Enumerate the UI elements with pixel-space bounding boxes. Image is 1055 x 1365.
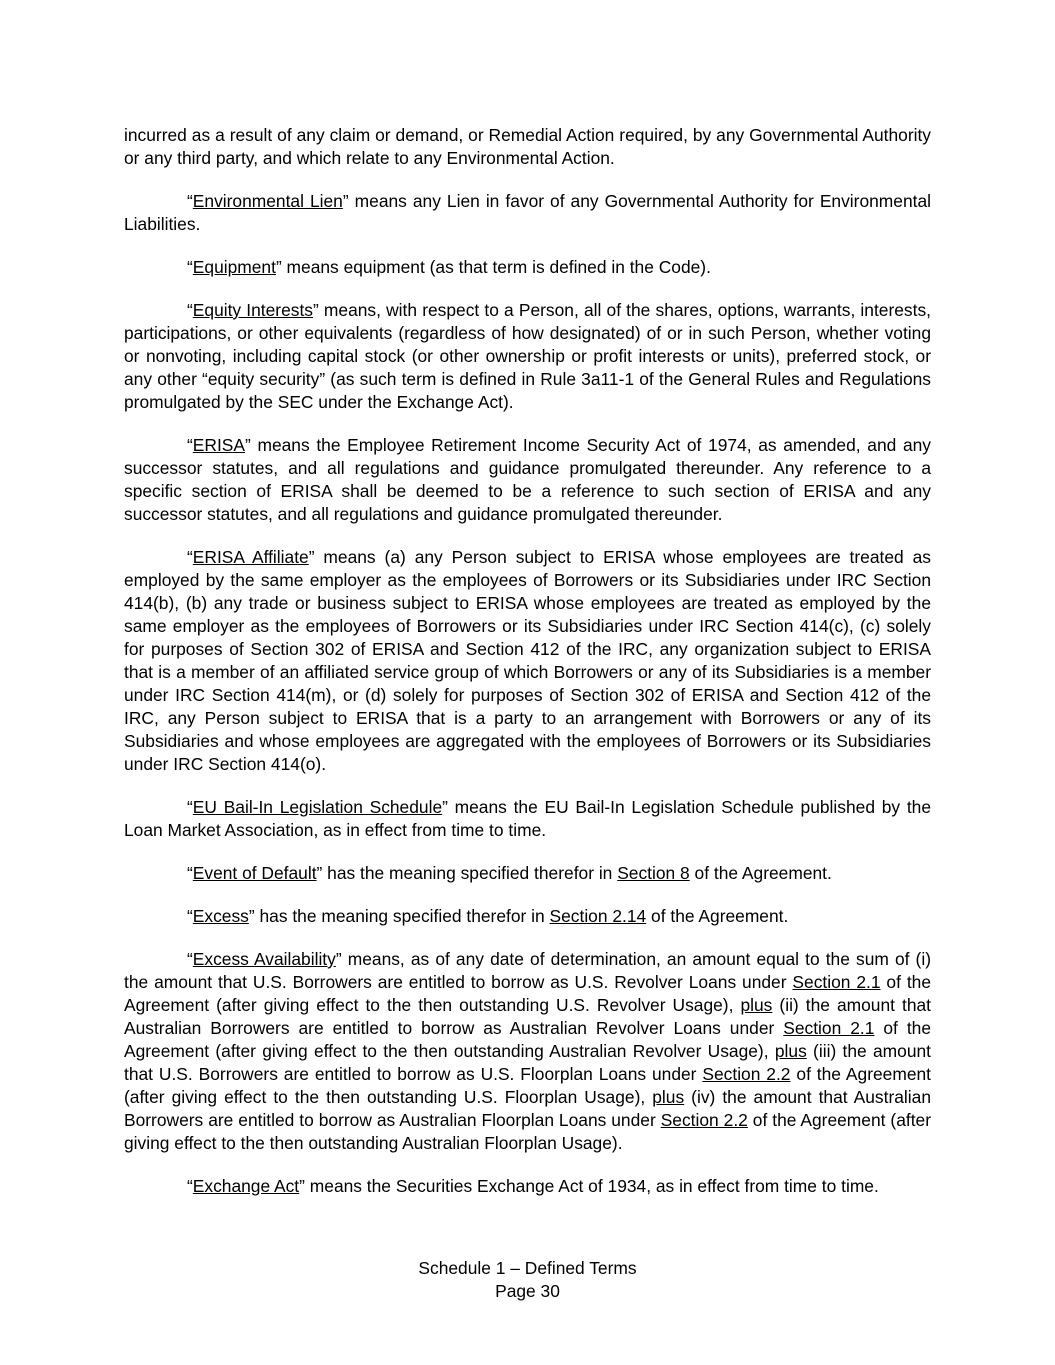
defined-term: Excess bbox=[192, 906, 249, 926]
definition-exchange-act: “Exchange Act” means the Securities Exchange Act of 1934, as in effect from time to time. bbox=[187, 1176, 879, 1196]
definition-excess: “Excess” has the meaning specified therefor in Section 2.14 of the Agreement. bbox=[187, 906, 789, 926]
definition-equipment: “Equipment” means equipment (as that term is defined in the Code). bbox=[187, 257, 711, 277]
section-reference: Section 2.14 bbox=[549, 906, 647, 926]
defined-term: EU Bail-In Legislation Schedule bbox=[192, 797, 443, 817]
page-number: Page 30 bbox=[495, 1281, 560, 1301]
definition-excess-availability: “Excess Availability” means, as of any date of determination, an amount equal to the sum of (i) the amount that U.S. Borrowers are entitled to borrow as U.S. Revolver Loans under Section 2.1 of the Agreement (after giving effect to the then outstanding U.S. Revolver Usage), plus (ii) the amount that Australian Borrowers are entitled to borrow as Australian Revolver Loans under Section 2.1 of the Agreement (after giving effect to the then outstanding Australian Revolver Usage), plus (iii) the amount that U.S. Borrowers are entitled to borrow as U.S. Floorplan Loans under Section 2.2 of the Agreement (after giving effect to the then outstanding U.S. Floorplan Usage), plus (iv) the amount that Australian Borrowers are entitled to borrow as Australian Floorplan Loans under Section 2.2 of the Agreement (after giving effect to the then outstanding Australian Floorplan Usage). bbox=[124, 949, 932, 1153]
page-footer bbox=[0, 1257, 1055, 1303]
section-reference: Section 2.1 bbox=[792, 972, 881, 992]
plus-term: plus bbox=[652, 1087, 685, 1107]
document-body bbox=[124, 124, 931, 1218]
schedule-label: Schedule 1 – Defined Terms bbox=[418, 1258, 637, 1278]
definition-environmental-lien: “Environmental Lien” means any Lien in favor of any Governmental Authority for Environmental Liabilities. bbox=[124, 191, 931, 234]
section-reference: Section 2.1 bbox=[783, 1018, 875, 1038]
definition-equity-interests: “Equity Interests” means, with respect to a Person, all of the shares, options, warrants, interests, participations, or other equivalents (regardless of how designated) of or in such Person, whether voting or nonvoting, including capital stock (or other ownership or profit interests or units), preferred stock, or any other “equity security” (as such term is defined in Rule 3a11-1 of the General Rules and Regulations promulgated by the SEC under the Exchange Act). bbox=[124, 300, 931, 412]
defined-term: Event of Default bbox=[192, 863, 317, 883]
section-reference: Section 8 bbox=[617, 863, 690, 883]
plus-term: plus bbox=[740, 995, 773, 1015]
defined-term: Equipment bbox=[192, 257, 276, 277]
defined-term: Equity Interests bbox=[192, 300, 313, 320]
defined-term: Excess Availability bbox=[192, 949, 336, 969]
defined-term: ERISA bbox=[192, 435, 245, 455]
defined-term: Environmental Lien bbox=[192, 191, 343, 211]
definition-environmental-liabilities-continued: incurred as a result of any claim or demand, or Remedial Action required, by any Governmental Authority or any third party, and which relate to any Environmental Action. bbox=[124, 125, 931, 168]
section-reference: Section 2.2 bbox=[702, 1064, 791, 1084]
definition-eu-bail-in-legislation-schedule: “EU Bail-In Legislation Schedule” means the EU Bail-In Legislation Schedule published by the Loan Market Association, as in effect from time to time. bbox=[124, 797, 931, 840]
plus-term: plus bbox=[774, 1041, 807, 1061]
definition-erisa-affiliate: “ERISA Affiliate” means (a) any Person subject to ERISA whose employees are treated as employed by the same employer as the employees of Borrowers or its Subsidiaries under IRC Section 414(b), (b) any trade or business subject to ERISA whose employees are treated as employed by the same employer as the employees of Borrowers or its Subsidiaries under IRC Section 414(c), (c) solely for purposes of Section 302 of ERISA and Section 412 of the IRC, any organization subject to ERISA that is a member of an affiliated service group of which Borrowers or any of its Subsidiaries is a member under IRC Section 414(m), or (d) solely for purposes of Section 302 of ERISA and Section 412 of the IRC, any Person subject to ERISA that is a party to an arrangement with Borrowers or any of its Subsidiaries and whose employees are aggregated with the employees of Borrowers or its Subsidiaries under IRC Section 414(o). bbox=[124, 547, 931, 774]
defined-term: ERISA Affiliate bbox=[192, 547, 309, 567]
defined-term: Exchange Act bbox=[192, 1176, 300, 1196]
definition-event-of-default: “Event of Default” has the meaning specified therefor in Section 8 of the Agreement. bbox=[187, 863, 832, 883]
definition-erisa: “ERISA” means the Employee Retirement Income Security Act of 1974, as amended, and any successor statutes, and all regulations and guidance promulgated thereunder. Any reference to a specific section of ERISA shall be deemed to be a reference to such section of ERISA and any successor statutes, and all regulations and guidance promulgated thereunder. bbox=[124, 435, 931, 524]
section-reference: Section 2.2 bbox=[660, 1110, 748, 1130]
